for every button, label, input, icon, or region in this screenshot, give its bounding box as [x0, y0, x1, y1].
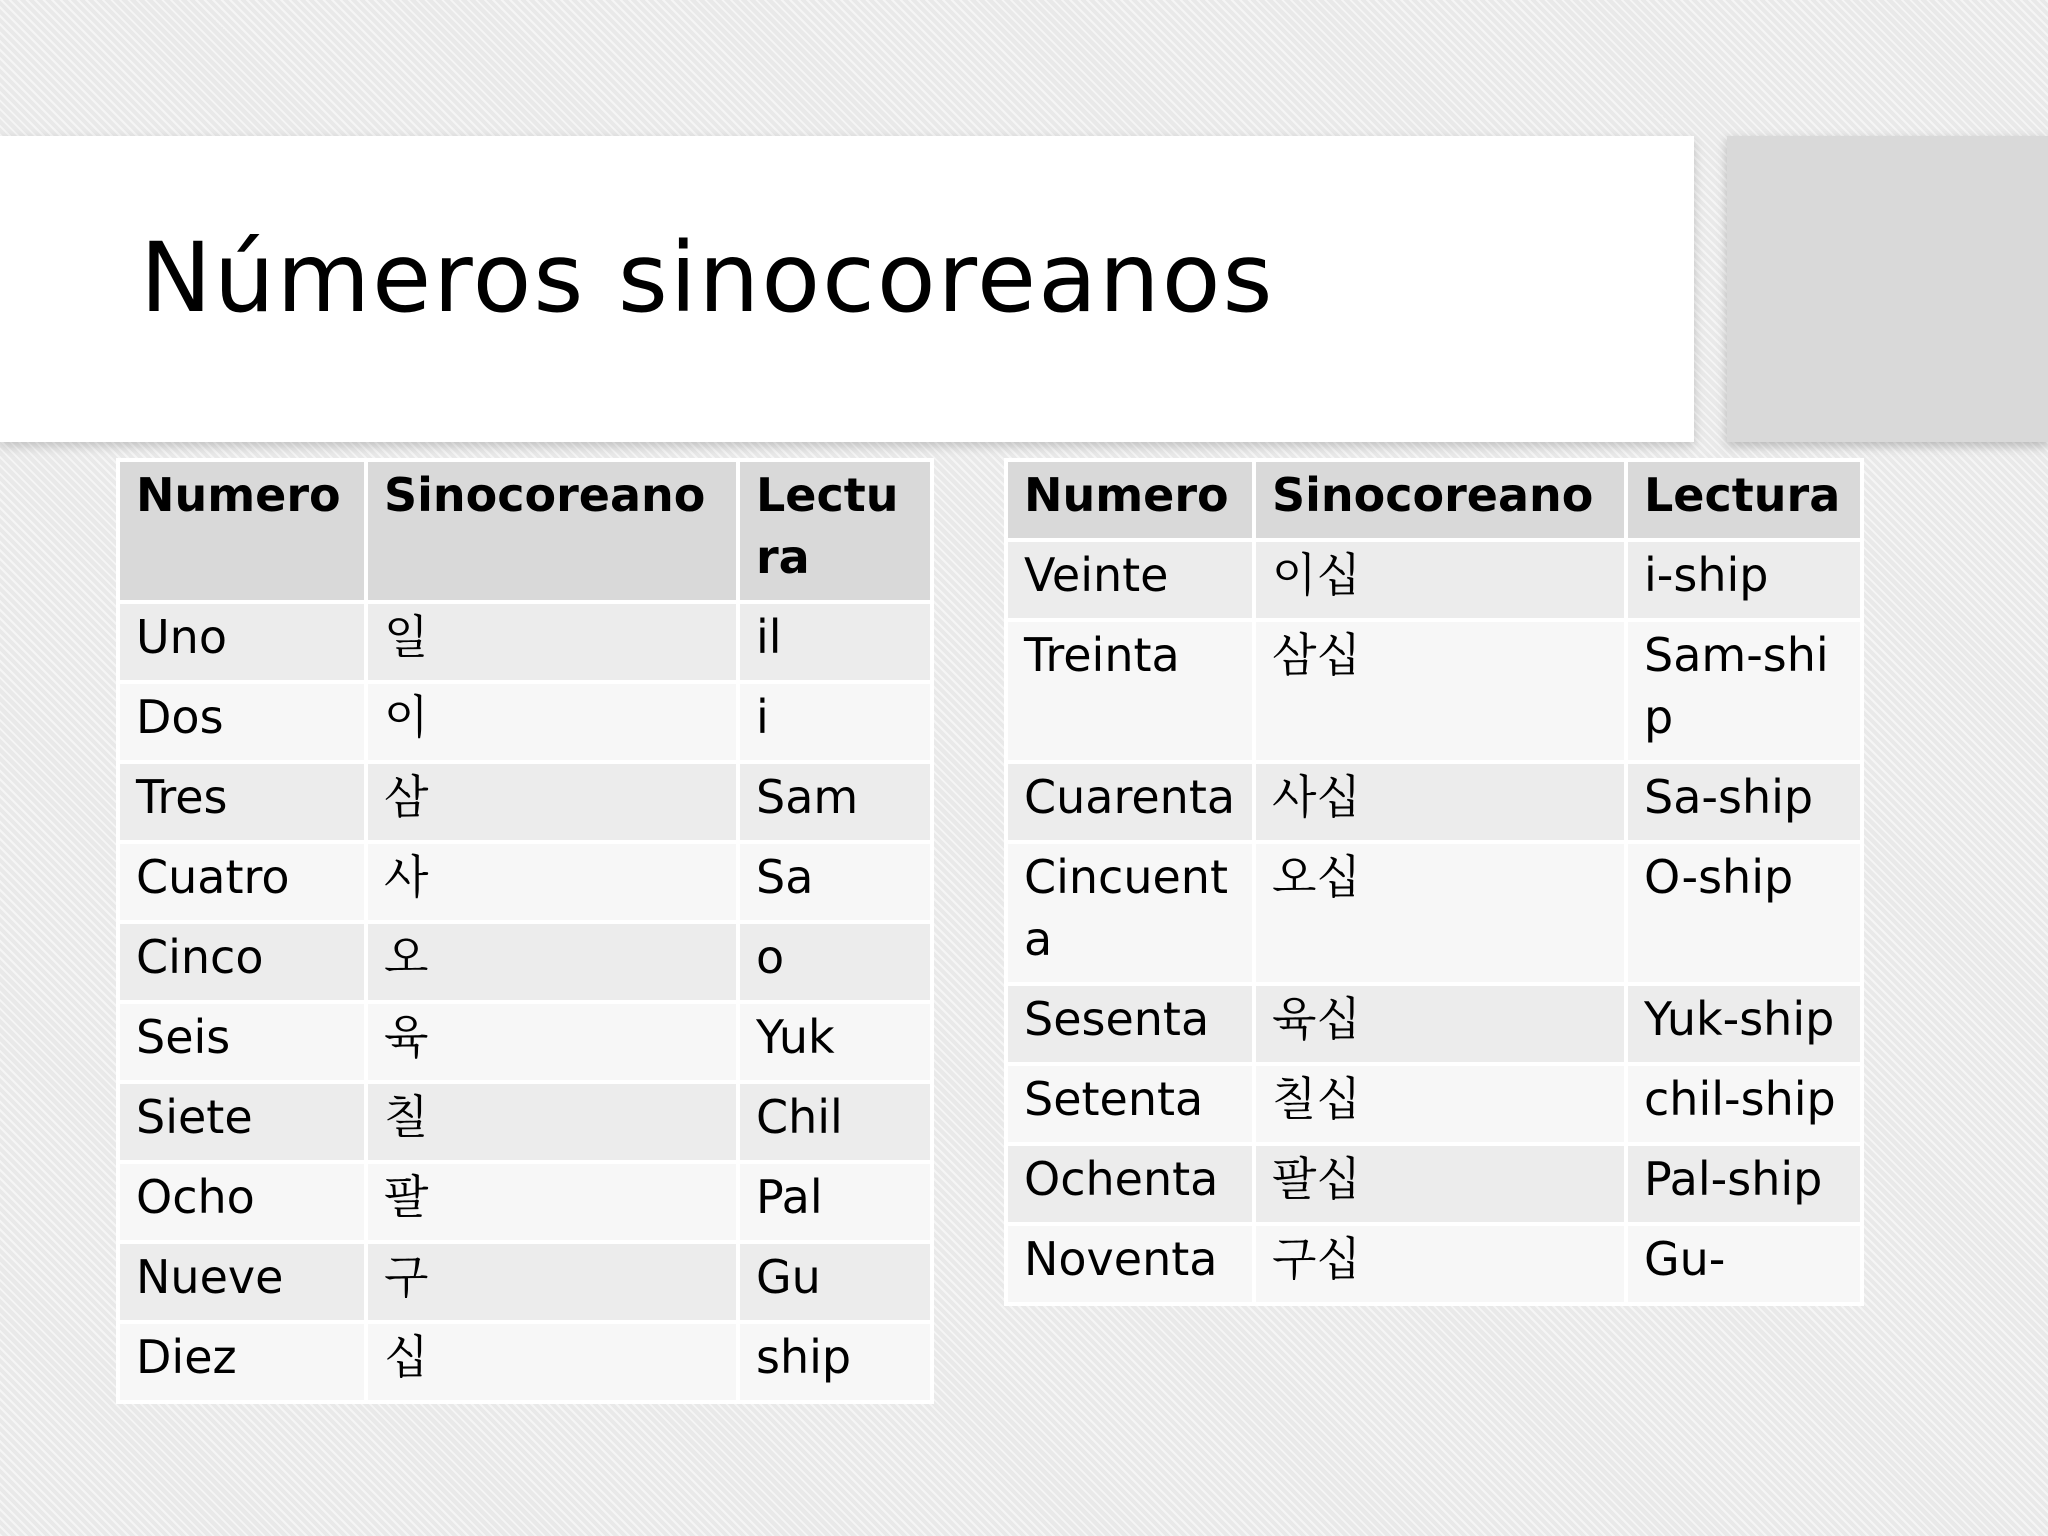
cell-numero: Cuarenta	[1008, 764, 1252, 840]
slide-title: Números sinocoreanos	[140, 222, 1275, 334]
table-header-row	[120, 462, 930, 600]
cell-numero: Tres	[120, 764, 364, 840]
cell-sinocoreano: 칠십	[1256, 1066, 1624, 1142]
cell-sinocoreano: 오십	[1256, 844, 1624, 982]
cell-sinocoreano: 구십	[1256, 1226, 1624, 1302]
table-row	[1008, 764, 1860, 840]
cell-lectura: Pal-ship	[1628, 1146, 1860, 1222]
table-row	[1008, 986, 1860, 1062]
table-row	[120, 1324, 930, 1400]
cell-sinocoreano: 구	[368, 1244, 736, 1320]
table-row	[120, 1164, 930, 1240]
cell-numero: Seis	[120, 1004, 364, 1080]
cell-sinocoreano: 사십	[1256, 764, 1624, 840]
cell-numero: Dos	[120, 684, 364, 760]
cell-numero: Uno	[120, 604, 364, 680]
cell-sinocoreano: 십	[368, 1324, 736, 1400]
table-row	[120, 1004, 930, 1080]
cell-numero: Cincuenta	[1008, 844, 1252, 982]
cell-numero: Siete	[120, 1084, 364, 1160]
table-row	[120, 684, 930, 760]
cell-lectura: i	[740, 684, 930, 760]
cell-numero: Treinta	[1008, 622, 1252, 760]
table-row	[120, 604, 930, 680]
table-row	[1008, 542, 1860, 618]
cell-lectura: chil-ship	[1628, 1066, 1860, 1142]
cell-lectura: Pal	[740, 1164, 930, 1240]
cell-sinocoreano: 칠	[368, 1084, 736, 1160]
cell-numero: Cuatro	[120, 844, 364, 920]
cell-lectura: O-ship	[1628, 844, 1860, 982]
cell-numero: Setenta	[1008, 1066, 1252, 1142]
cell-sinocoreano: 삼	[368, 764, 736, 840]
cell-sinocoreano: 육	[368, 1004, 736, 1080]
table-header-row	[1008, 462, 1860, 538]
cell-lectura: Sam	[740, 764, 930, 840]
header-sinocoreano: Sinocoreano	[1256, 462, 1624, 538]
cell-sinocoreano: 이십	[1256, 542, 1624, 618]
cell-numero: Nueve	[120, 1244, 364, 1320]
cell-lectura: Sa-ship	[1628, 764, 1860, 840]
header-sinocoreano: Sinocoreano	[368, 462, 736, 600]
cell-numero: Noventa	[1008, 1226, 1252, 1302]
table-units	[116, 458, 934, 1404]
cell-lectura: Sa	[740, 844, 930, 920]
cell-lectura: Sam-ship	[1628, 622, 1860, 760]
cell-sinocoreano: 육십	[1256, 986, 1624, 1062]
cell-sinocoreano: 이	[368, 684, 736, 760]
cell-lectura: Chil	[740, 1084, 930, 1160]
cell-sinocoreano: 팔십	[1256, 1146, 1624, 1222]
table-row	[120, 1244, 930, 1320]
cell-lectura: Gu	[740, 1244, 930, 1320]
cell-numero: Sesenta	[1008, 986, 1252, 1062]
cell-sinocoreano: 일	[368, 604, 736, 680]
cell-lectura: il	[740, 604, 930, 680]
cell-numero: Ochenta	[1008, 1146, 1252, 1222]
cell-lectura: Yuk	[740, 1004, 930, 1080]
header-numero: Numero	[1008, 462, 1252, 538]
table-row	[1008, 1226, 1860, 1302]
cell-lectura: o	[740, 924, 930, 1000]
table-row	[1008, 622, 1860, 760]
cell-sinocoreano: 팔	[368, 1164, 736, 1240]
table-tens	[1004, 458, 1864, 1306]
decorative-side-block	[1727, 136, 2048, 442]
cell-lectura: Yuk-ship	[1628, 986, 1860, 1062]
cell-lectura: ship	[740, 1324, 930, 1400]
table-row	[120, 1084, 930, 1160]
cell-numero: Ocho	[120, 1164, 364, 1240]
table-row	[1008, 1146, 1860, 1222]
header-numero: Numero	[120, 462, 364, 600]
cell-sinocoreano: 사	[368, 844, 736, 920]
cell-numero: Cinco	[120, 924, 364, 1000]
table-row	[120, 844, 930, 920]
table-row	[120, 924, 930, 1000]
table-row	[120, 764, 930, 840]
cell-sinocoreano: 삼십	[1256, 622, 1624, 760]
cell-sinocoreano: 오	[368, 924, 736, 1000]
header-lectura: Lectura	[1628, 462, 1860, 538]
table-row	[1008, 844, 1860, 982]
cell-numero: Diez	[120, 1324, 364, 1400]
cell-lectura: Gu-	[1628, 1226, 1860, 1302]
cell-numero: Veinte	[1008, 542, 1252, 618]
cell-lectura: i-ship	[1628, 542, 1860, 618]
table-row	[1008, 1066, 1860, 1142]
header-lectura: Lectura	[740, 462, 930, 600]
